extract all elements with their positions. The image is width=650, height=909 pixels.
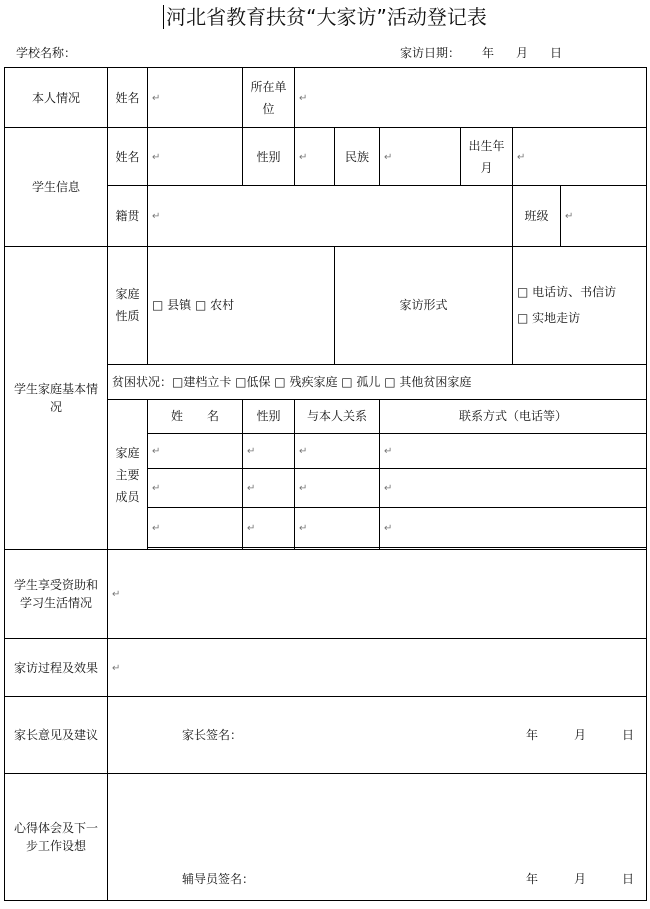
self-name-field[interactable]: ↵ xyxy=(148,68,243,128)
aid-label: 学生享受资助和学习生活情况 xyxy=(5,549,108,638)
family-nature-label: 家庭性质 xyxy=(108,246,148,364)
member-name-cell[interactable]: ↵ xyxy=(148,433,243,468)
member-gender-cell[interactable]: ↵ xyxy=(243,433,295,468)
school-name-label: 学校名称： xyxy=(16,46,77,60)
parent-signature-label: 家长签名： xyxy=(182,728,243,743)
text-cursor xyxy=(163,5,164,29)
student-class-field[interactable]: ↵ xyxy=(561,186,647,246)
member-relation-cell[interactable]: ↵ xyxy=(295,508,380,547)
member-contact-cell[interactable]: ↵ xyxy=(380,433,647,468)
visit-date-row: 家访日期： 年 月 日 xyxy=(400,46,563,60)
student-origin-label: 籍贯 xyxy=(108,186,148,246)
member-name-cell[interactable]: ↵ xyxy=(148,468,243,507)
family-members-label: 家庭主要成员 xyxy=(108,400,148,550)
member-gender-cell[interactable]: ↵ xyxy=(243,468,295,507)
reflection-label: 心得体会及下一步工作设想 xyxy=(5,774,108,901)
student-origin-field[interactable]: ↵ xyxy=(148,186,513,246)
student-ethnicity-field[interactable]: ↵ xyxy=(380,128,461,186)
student-class-label: 班级 xyxy=(513,186,561,246)
member-contact-cell[interactable]: ↵ xyxy=(380,508,647,547)
member-gender-cell[interactable]: ↵ xyxy=(243,508,295,547)
aid-field[interactable]: ↵ xyxy=(108,549,647,638)
counselor-sign-date: 年 月 日 xyxy=(526,872,635,886)
member-contact-header: 联系方式（电话等） xyxy=(380,400,647,433)
member-relation-header: 与本人关系 xyxy=(295,400,380,433)
family-section-label: 学生家庭基本情况 xyxy=(5,246,108,549)
parent-opinion-field[interactable] xyxy=(108,697,647,774)
member-gender-header: 性别 xyxy=(243,400,295,433)
member-relation-cell[interactable]: ↵ xyxy=(295,468,380,507)
registration-form-table xyxy=(4,67,647,901)
member-name-header: 姓 名 xyxy=(148,400,243,433)
parent-opinion-label: 家长意见及建议 xyxy=(5,697,108,774)
parent-sign-date: 年 月 日 xyxy=(526,728,635,743)
family-nature-options[interactable]: □ 县镇 □ 农村 xyxy=(148,246,335,364)
student-ethnicity-label: 民族 xyxy=(335,128,380,186)
process-label: 家访过程及效果 xyxy=(5,639,108,697)
poverty-status-row[interactable]: 贫困状况：□建档立卡 □低保 □ 残疾家庭 □ 孤儿 □ 其他贫困家庭 xyxy=(108,365,647,400)
student-name-label: 姓名 xyxy=(108,128,148,186)
member-name-cell[interactable]: ↵ xyxy=(148,508,243,547)
student-section-label: 学生信息 xyxy=(5,128,108,246)
student-name-field[interactable]: ↵ xyxy=(148,128,243,186)
student-gender-field[interactable]: ↵ xyxy=(295,128,335,186)
self-unit-field[interactable]: ↵ xyxy=(295,68,647,128)
student-birth-label: 出生年月 xyxy=(461,128,513,186)
student-gender-label: 性别 xyxy=(243,128,295,186)
process-field[interactable]: ↵ xyxy=(108,639,647,697)
student-birth-field[interactable]: ↵ xyxy=(513,128,647,186)
self-unit-label: 所在单位 xyxy=(243,68,295,128)
visit-date-label: 家访日期： xyxy=(400,46,461,60)
self-section-label: 本人情况 xyxy=(5,68,108,128)
member-contact-cell[interactable]: ↵ xyxy=(380,468,647,507)
counselor-signature-label: 辅导员签名： xyxy=(182,872,255,886)
reflection-field[interactable] xyxy=(108,774,647,901)
visit-form-label: 家访形式 xyxy=(335,246,513,364)
self-name-label: 姓名 xyxy=(108,68,148,128)
member-relation-cell[interactable]: ↵ xyxy=(295,433,380,468)
visit-form-options[interactable]: □ 电话访、书信访 □ 实地走访 xyxy=(513,246,647,364)
form-title: 河北省教育扶贫“大家访”活动登记表 xyxy=(0,2,650,32)
